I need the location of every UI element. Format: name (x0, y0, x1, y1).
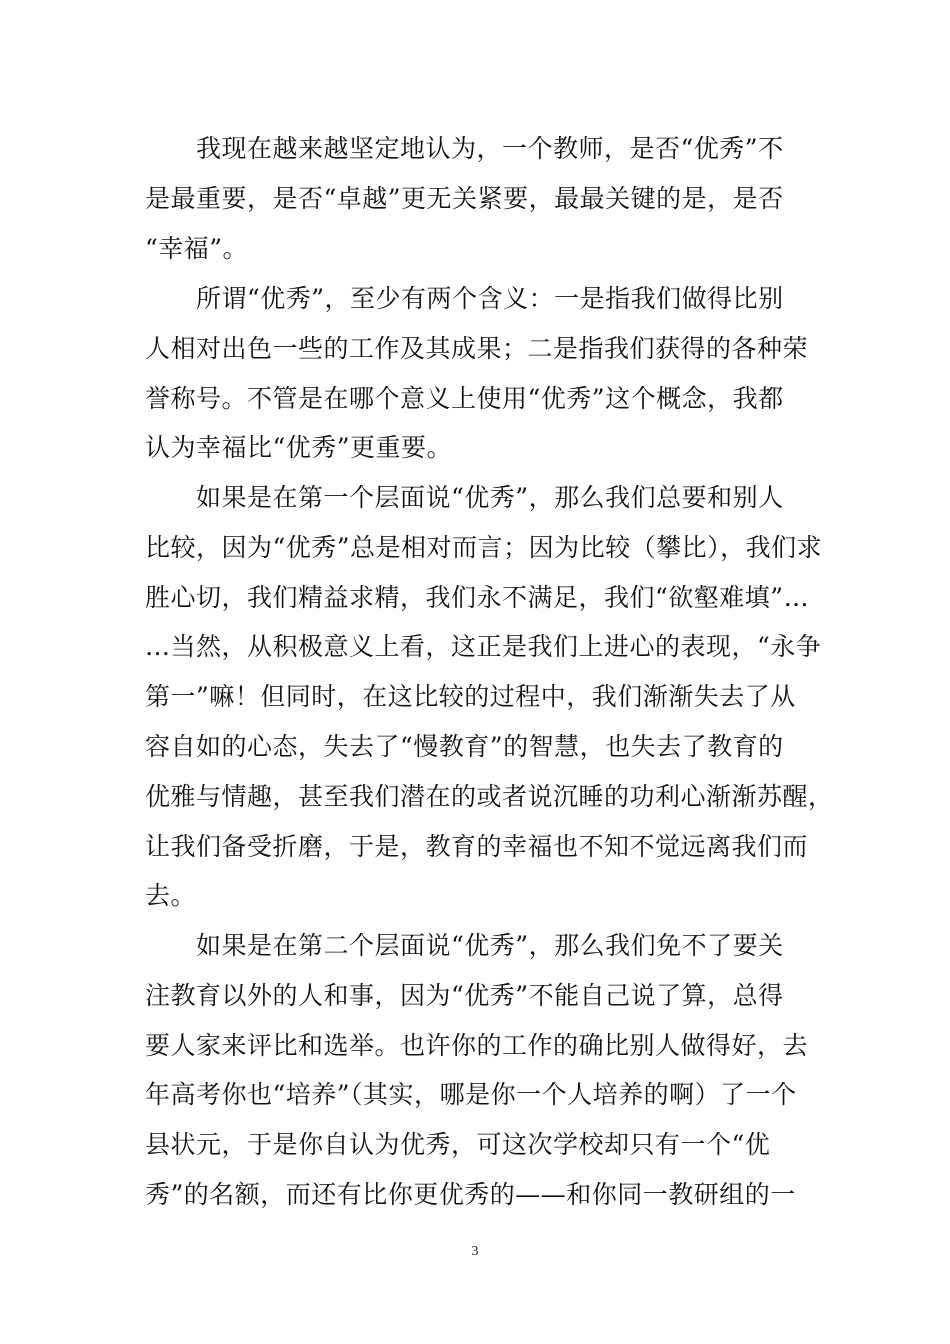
text-line: 比较，因为“优秀”总是相对而言；因为比较（攀比），我们求 (145, 533, 823, 562)
text-line: …当然，从积极意义上看，这正是我们上进心的表现，“永争 (145, 632, 822, 661)
text-line: “幸福”。 (145, 234, 249, 263)
text-line: 所谓“优秀”，至少有两个含义：一是指我们做得比别 (145, 284, 784, 313)
text-line: 让我们备受折磨，于是，教育的幸福也不知不觉远离我们而 (145, 832, 809, 861)
text-line: 注教育以外的人和事，因为“优秀”不能自己说了算，总得 (145, 981, 784, 1010)
text-line: 胜心切，我们精益求精，我们永不满足，我们“欲壑难填”… (145, 583, 810, 612)
text-line: 县状元，于是你自认为优秀，可这次学校却只有一个“优 (145, 1130, 771, 1159)
text-line: 优雅与情趣，甚至我们潜在的或者说沉睡的功利心渐渐苏醒， (145, 782, 834, 811)
text-line: 誉称号。不管是在哪个意义上使用“优秀”这个概念，我都 (145, 384, 784, 413)
page-number: 3 (471, 1244, 479, 1259)
text-line: 如果是在第一个层面说“优秀”，那么我们总要和别人 (145, 483, 784, 512)
text-line: 容自如的心态，失去了“慢教育”的智慧，也失去了教育的 (145, 732, 784, 761)
text-line: 如果是在第二个层面说“优秀”，那么我们免不了要关 (145, 931, 784, 960)
text-line: 第一”嘛！但同时，在这比较的过程中，我们渐渐失去了从 (145, 682, 796, 711)
text-line: 去。 (145, 881, 197, 910)
text-line: 人相对出色一些的工作及其成果；二是指我们获得的各种荣 (145, 334, 809, 363)
text-line: 是最重要，是否“卓越”更无关紧要，最最关键的是，是否 (145, 184, 784, 213)
text-line: 年高考你也“培养”（其实，哪是你一个人培养的啊）了一个 (145, 1080, 797, 1109)
text-line: 认为幸福比“优秀”更重要。 (145, 433, 453, 462)
text-line: 要人家来评比和选举。也许你的工作的确比别人做得好，去 (145, 1031, 809, 1060)
text-line: 我现在越来越坚定地认为，一个教师，是否“优秀”不 (145, 134, 784, 163)
text-line: 秀”的名额，而还有比你更优秀的——和你同一教研组的一 (145, 1180, 796, 1209)
